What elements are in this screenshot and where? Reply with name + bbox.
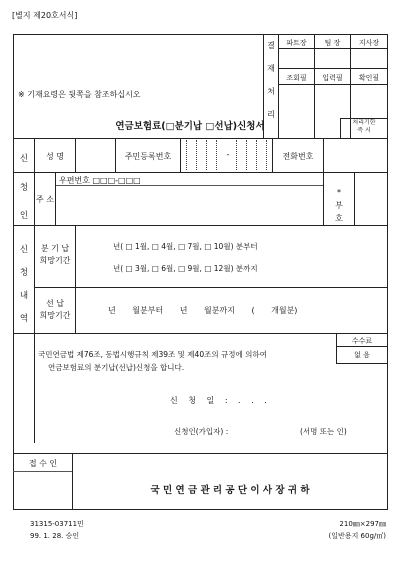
advance-label <box>35 298 75 322</box>
applicant-side-char: 인 <box>19 211 29 221</box>
statement-line-2: 연금보험료의 분기납(선납)신청을 합니다. <box>48 363 185 372</box>
quarterly-from-row[interactable]: 년( □ 1월, □ 4월, □ 7월, □ 10월) 분부터 <box>113 242 258 251</box>
details-side-char: 내 <box>19 291 29 301</box>
number-field[interactable] <box>355 173 387 225</box>
approval-side-char: 처 <box>267 87 275 96</box>
details-side-char: 역 <box>19 314 29 324</box>
rrn-dash: - <box>226 150 230 159</box>
details-side-char: 청 <box>19 268 29 278</box>
advance-label-line: 희망기간 <box>39 311 71 320</box>
processing-period-value: 즉 시 <box>357 127 371 134</box>
approval-label: 팀 장 <box>324 39 341 47</box>
fee-value: 없 음 <box>354 351 370 359</box>
approval-side-char: 재 <box>267 64 275 73</box>
applicant-side-char: 신 <box>19 154 29 164</box>
signature-note: (서명 또는 인) <box>300 427 347 436</box>
name-label: 성 명 <box>46 152 64 161</box>
approval-side-char: 결 <box>267 41 275 50</box>
number-label-char: * <box>337 188 341 197</box>
advance-period-row[interactable]: 년 월분부터 년 월분까지 ( 개월분) <box>108 306 298 315</box>
quarterly-to-row[interactable]: 년( □ 3월, □ 6월, □ 9월, □ 12월) 분까지 <box>113 264 258 273</box>
paper-size: 210㎜×297㎜ <box>339 520 386 528</box>
rrn-label: 주민등록번호 <box>124 152 172 161</box>
form-label: [별지 제20호서식] <box>12 11 78 20</box>
number-label-char: 부 <box>335 201 343 210</box>
postal-code: 우편번호 □□□-□□□ <box>59 176 141 185</box>
address-field[interactable] <box>56 186 323 225</box>
quarterly-label-line: 분 기 납 <box>40 244 70 253</box>
details-side-char: 신 <box>19 245 29 255</box>
recipient: 국 민 연 금 관 리 공 단 이 사 장 귀 하 <box>150 485 310 496</box>
receipt-label: 접 수 인 <box>28 459 58 468</box>
notice: ※ 기재요령은 뒷쪽을 참조하십시오 <box>18 90 141 99</box>
form-title: 연금보험료(□분기납 □선납)신청서 <box>115 121 265 132</box>
advance-label-line: 선 납 <box>46 299 64 308</box>
approval-label: 확인필 <box>358 74 380 82</box>
phone-field[interactable] <box>324 139 387 172</box>
receipt-stamp-area[interactable] <box>14 472 72 509</box>
statement-line-1: 국민연금법 제76조, 동법시행규칙 제39조 및 제40조의 규정에 의하여 <box>38 350 267 359</box>
number-label-char: 호 <box>335 214 343 223</box>
approval-label: 조회필 <box>286 74 307 82</box>
number-label <box>324 186 354 225</box>
quarterly-label-line: 희망기간 <box>39 256 71 265</box>
applicant-side-char: 청 <box>19 183 29 193</box>
fee-label: 수수료 <box>351 337 373 345</box>
approval-side-char: 리 <box>267 110 275 119</box>
footer-left <box>30 518 84 542</box>
approval-label: 입력필 <box>322 74 343 82</box>
processing-period-label: 처리기한 <box>352 119 376 126</box>
name-field[interactable] <box>76 139 115 172</box>
signature-line[interactable]: 신청인(가입자) : <box>174 427 229 436</box>
footer-right <box>329 518 386 542</box>
address-label: 주 소 <box>36 195 54 204</box>
quarterly-label <box>35 243 75 267</box>
form-code: 31315-03711민 <box>30 520 84 528</box>
approval-label: 지사장 <box>358 39 380 47</box>
processing-period <box>341 119 387 135</box>
approval-date: 99. 1. 28. 승인 <box>30 532 80 540</box>
application-date[interactable]: 신 청 일 : . . . <box>170 396 267 405</box>
phone-label: 전화번호 <box>282 152 314 161</box>
paper-type: (일반용지 60g/㎡) <box>328 532 386 540</box>
approval-label: 파트장 <box>286 39 307 47</box>
